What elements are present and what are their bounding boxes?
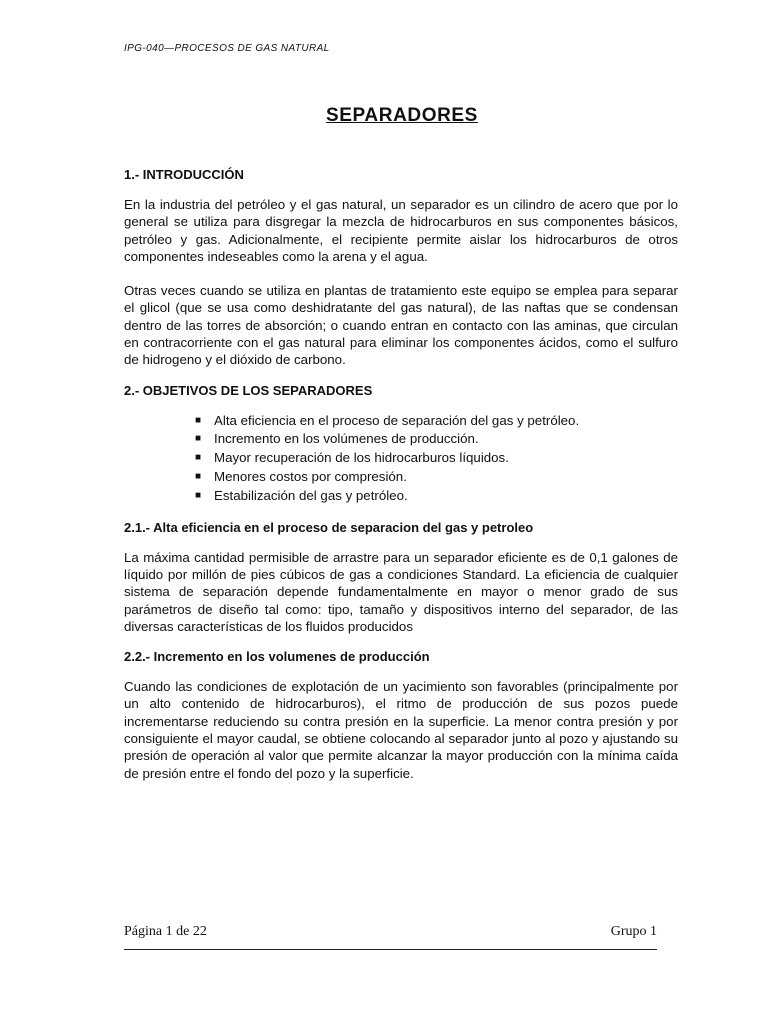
square-bullet-icon: ■	[195, 489, 202, 501]
list-item	[192, 487, 678, 506]
section-heading-objetivos: 2.- OBJETIVOS DE LOS SEPARADORES	[124, 382, 373, 398]
footer-divider	[124, 949, 657, 950]
paragraph-2-1: La máxima cantidad permisible de arrastre para un separador eficiente es de 0,1 galones de líquido por millón de pies cúbicos de gas a condiciones Standard. La eficiencia de cualquier sistema de separación depende fundamentalmente en mayor o menor grado de sus parámetros de diseño tal como: tipo, tamaño y dispositivos interno del separador, de las diversas características de los fluidos producidos	[124, 549, 678, 634]
paragraph-intro-1: En la industria del petróleo y el gas natural, un separador es un cilindro de acero que por lo general se utiliza para disgregar la mezcla de hidrocarburos en sus componentes básicos, petróleo y gas. Adicionalmente, el recipiente permite aislar los hidrocarburos de otros componentes indeseables como la arena y el agua.	[124, 197, 678, 264]
list-item	[192, 468, 678, 487]
list-item	[192, 412, 678, 431]
running-header: IPG-040—PROCESOS DE GAS NATURAL	[124, 43, 330, 54]
section-heading-2-1: 2.1.- Alta eficiencia en el proceso de separacion del gas y petroleo	[124, 519, 534, 535]
square-bullet-icon: ■	[195, 471, 202, 483]
section-heading-2-2: 2.2.- Incremento en los volumenes de producción	[124, 649, 430, 665]
list-item-text: Incremento en los volúmenes de producción.	[214, 431, 479, 447]
section-heading-introduccion: 1.- INTRODUCCIÓN	[124, 167, 244, 182]
document-title: SEPARADORES	[326, 105, 478, 126]
list-item-text: Menores costos por compresión.	[214, 469, 407, 485]
square-bullet-icon: ■	[195, 452, 202, 464]
square-bullet-icon: ■	[195, 433, 202, 445]
list-item-text: Mayor recuperación de los hidrocarburos líquidos.	[214, 450, 509, 466]
list-item	[192, 449, 678, 468]
list-item-text: Alta eficiencia en el proceso de separación del gas y petróleo.	[214, 412, 580, 428]
list-item	[192, 430, 678, 449]
objectives-list	[124, 412, 678, 506]
group-label: Grupo 1	[610, 924, 657, 939]
list-item-text: Estabilización del gas y petróleo.	[214, 487, 408, 503]
page-number: Página 1 de 22	[124, 924, 207, 939]
square-bullet-icon: ■	[195, 414, 202, 426]
paragraph-intro-2: Otras veces cuando se utiliza en plantas de tratamiento este equipo se emplea para separar el glicol (que se usa como deshidratante del gas natural), de las naftas que se condensan dentro de las torres de absorción; o cuando entran en contacto con las aminas, que circulan en contracorriente con el gas natural para eliminar los componentes ácidos, como el sulfuro de hidrogeno y el dióxido de carbono.	[124, 283, 678, 368]
paragraph-2-2: Cuando las condiciones de explotación de un yacimiento son favorables (principalmente por un alto contenido de hidrocarburos), el ritmo de producción de sus pozos puede incrementarse reduciendo su contra presión en la superficie. La menor contra presión y por consiguiente el mayor caudal, se obtiene colocando al separador junto al pozo y ajustando su presión de operación al valor que permite alcanzar la mayor producción con la mínima caída de presión entre el fondo del pozo y la superficie.	[124, 679, 678, 781]
document-body	[124, 166, 678, 782]
